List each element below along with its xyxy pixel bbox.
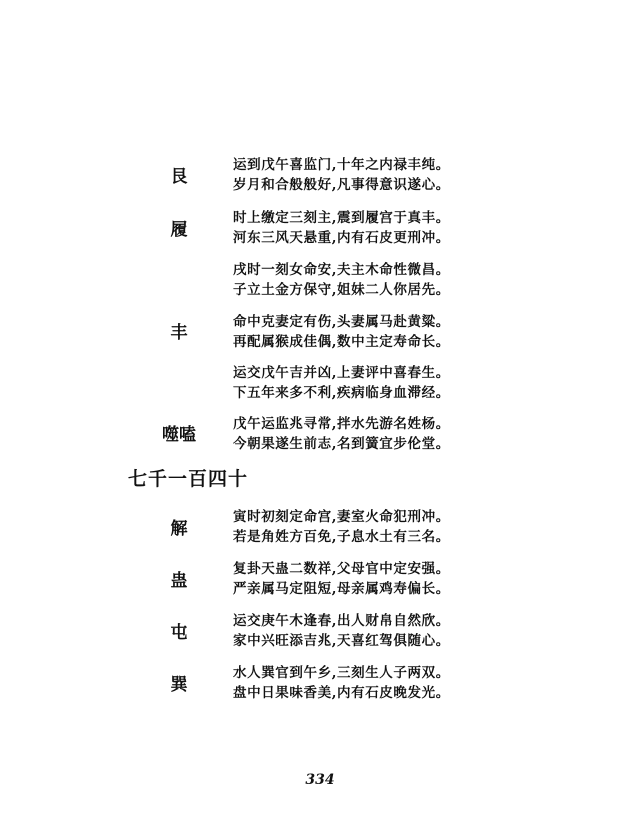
section-heading: 七千一百四十: [128, 468, 249, 490]
hexagram-name: 丰: [170, 323, 188, 343]
verse-line: 时上缴定三刻主,震到履宫于真丰。: [233, 210, 450, 226]
hexagram-name: 蛊: [170, 571, 188, 591]
verse-line: 子立土金方保守,姐妹二人你居先。: [233, 282, 450, 298]
verse-line: 下五年来多不利,疾病临身血滞经。: [233, 385, 450, 401]
hexagram-name: 巽: [170, 675, 188, 695]
verse-line: 今朝果遂生前志,名到簧宜步伦堂。: [233, 436, 450, 452]
verse-line: 严亲属马定阻短,母亲属鸡寿偏长。: [233, 581, 450, 597]
verse-line: 运交庚午木逢春,出人财帛自然欣。: [233, 613, 450, 629]
verse-line: 戌时一刻女命安,夫主木命性微昌。: [233, 262, 450, 278]
hexagram-name: 艮: [170, 167, 188, 187]
verse-line: 家中兴旺添吉兆,天喜红驾俱随心。: [233, 633, 450, 649]
verse-line: 盘中日果味香美,内有石皮晚发光。: [233, 685, 450, 701]
hexagram-name: 解: [170, 519, 188, 539]
verse-line: 岁月和合般般好,凡事得意识遂心。: [233, 177, 450, 193]
hexagram-name: 屯: [170, 623, 188, 643]
page-number: 334: [305, 772, 335, 788]
verse-line: 若是角姓方百免,子息水土有三名。: [233, 529, 450, 545]
hexagram-name: 履: [170, 220, 188, 240]
verse-line: 命中克妻定有伤,头妻属马赴黄粱。: [233, 314, 450, 330]
verse-line: 寅时初刻定命宫,妻室火命犯刑冲。: [233, 509, 450, 525]
verse-line: 复卦天蛊二数祥,父母官中定安强。: [233, 561, 450, 577]
verse-line: 河东三风天悬重,内有石皮更刑冲。: [233, 230, 450, 246]
verse-line: 再配属猴成佳偶,数中主定寿命长。: [233, 334, 450, 350]
verse-line: 戊午运监兆寻常,拌水先游名姓杨。: [233, 416, 450, 432]
verse-line: 水人巽官到午乡,三刻生人子两双。: [233, 665, 450, 681]
verse-line: 运到戊午喜监门,十年之内禄丰纯。: [233, 157, 450, 173]
verse-line: 运交戊午吉并凶,上妻评中喜春生。: [233, 365, 450, 381]
hexagram-name: 噬嗑: [162, 425, 196, 445]
